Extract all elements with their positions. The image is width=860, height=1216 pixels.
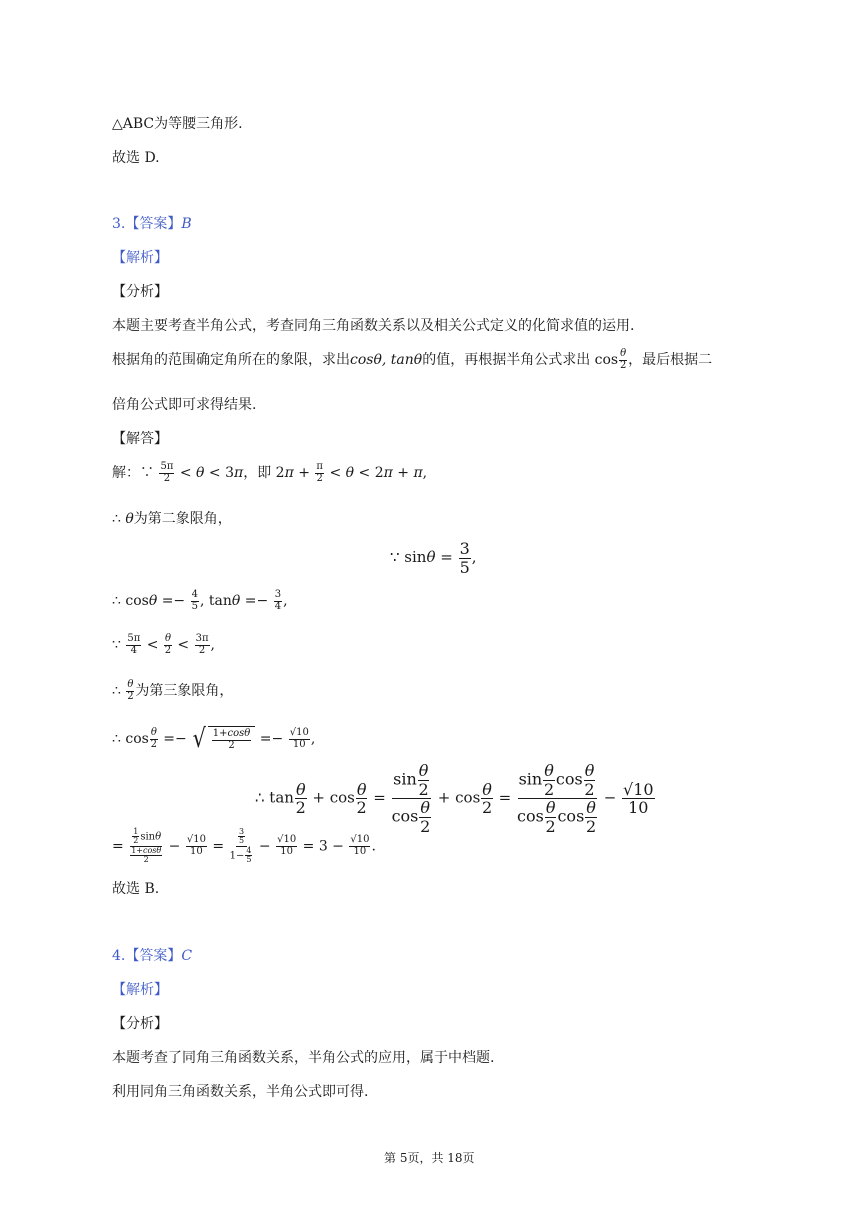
math-cos-tan-theta: cosθ, tanθ (350, 352, 423, 368)
q4-paragraph-1: 本题考查了同角三角函数关系，半角公式的应用，属于中档题. (112, 1050, 495, 1066)
frac-5pi-2: $\frac{5\pi}{2}$ (160, 461, 174, 484)
half-quadrant-text: 为第三象限角， (135, 683, 234, 699)
frac-3pi-2: $\frac{3\pi}{2}$ (195, 633, 209, 656)
q3-number: 3. (112, 216, 126, 232)
math-half-range: ∵ $\frac{5\pi}{4}$ < $\frac{\theta}{2}$ < $\frac{3\pi}{2}$ , (112, 633, 215, 656)
math-cos-half: ∴ cos $\frac{\theta}{2}$ =− √ $\frac{1+\cos\theta}{2}$ =− $\frac{√10}{10}$ , (112, 724, 316, 754)
math-sin-theta: ∵ sinθ = $\frac{3}{5}$ , (390, 539, 477, 577)
frac-4-5-tiny: $\frac{4}{5}$ (246, 845, 252, 865)
math-final-result: = $\frac{1}{2}$ sinθ $\frac{1+\cos\theta}{2}$ − $\frac{√10}{10}$ = $\frac{3}{5}$ 1− $\frac{4}{5}$ − $\frac{√10}{10}$ = 3 − $\frac{√10}{10}$ . (112, 827, 376, 865)
frac-1pluscos-2b: $\frac{1+\cos\theta}{2}$ (131, 845, 162, 865)
frac-sqrt10-10-b: $\frac{√10}{10}$ (186, 834, 206, 857)
q4-paragraph-2: 利用同角三角函数关系，半角公式即可得. (112, 1084, 369, 1100)
frac-1-2: $\frac{1}{2}$ (133, 827, 139, 846)
q3-paragraph-3: 倍角公式即可求得结果. (112, 397, 257, 413)
math-theta-quadrant: ∴ θ为第二象限角， (112, 511, 232, 527)
math-theta-over-2: $\frac{\theta}{2}$ (619, 348, 627, 371)
frac-5pi-4: $\frac{5\pi}{4}$ (127, 633, 141, 656)
frac-inner-5: $\frac{\theta}{2}$ (545, 798, 556, 836)
q3-paragraph-1: 本题主要考查半角公式，考查同角三角函数关系以及相关公式定义的化简求值的运用. (112, 318, 635, 334)
frac-3-5-tiny: $\frac{3}{5}$ (238, 827, 245, 846)
q3-answer-header (112, 213, 192, 233)
math-cos-tan-values: ∴ cosθ =− $\frac{4}{5}$ , tanθ =− $\frac{3}{4}$ , (112, 589, 288, 612)
frac-half-sin-over: $\frac{1}{2}$ sinθ $\frac{1+\cos\theta}{2}$ (131, 827, 162, 865)
q4-answer-tag: 【答案】 (125, 948, 182, 964)
frac-3-5: $\frac{3}{5}$ (459, 539, 470, 577)
frac-sqrt10-10-d: $\frac{√10}{10}$ (350, 834, 370, 857)
frac-3-4: $\frac{3}{4}$ (274, 589, 282, 612)
frac-inner-1: $\frac{\theta}{2}$ (418, 761, 429, 799)
frac-1pluscos-2: $\frac{1+\cos\theta}{2}$ (212, 728, 251, 751)
math-tan-plus-cos: ∴ tan $\frac{\theta}{2}$ + cos $\frac{\theta}{2}$ = sin $\frac{\theta}{2}$ cos $\frac{\theta}{2}$ + cos $\frac{\theta}{2}$ = sin $\frac{\theta}{2}$ cos $\frac{\theta}{2}$ cos $\frac{\theta}{2}$ cos $\frac{\theta}{2}$ − $\frac{√10}{10}$ (255, 761, 654, 836)
frac-sqrt10-10-c: $\frac{√10}{10}$ (277, 834, 297, 857)
text-choose-b: 故选 B. (112, 881, 160, 897)
frac-theta-2c: $\frac{\theta}{2}$ (150, 727, 158, 750)
theta-quadrant-text: 为第二象限角， (133, 511, 232, 527)
q3-p2-part-c: ，最后根据二 (628, 352, 713, 368)
q3-fenxi-heading: 【分析】 (112, 284, 168, 300)
text-triangle-isosceles: △ABC为等腰三角形. (112, 116, 243, 132)
q3-paragraph-2: 根据角的范围确定角所在的象限，求出cosθ, tanθ的值，再根据半角公式求出 cos $\frac{\theta}{2}$ ，最后根据二 (112, 348, 713, 371)
q3-answer-letter: B (181, 216, 192, 232)
q3-p2-part-b: 的值，再根据半角公式求出 (422, 352, 591, 368)
q3-answer-tag: 【答案】 (125, 216, 182, 232)
q4-answer-letter: C (181, 948, 193, 964)
q3-p2-part-a: 根据角的范围确定角所在的象限，求出 (112, 352, 350, 368)
frac-inner-2: $\frac{\theta}{2}$ (420, 798, 431, 836)
frac-theta-2-big3: $\frac{\theta}{2}$ (481, 779, 493, 818)
q4-answer-header (112, 945, 192, 965)
frac-sincos-over-coscos: sin $\frac{\theta}{2}$ cos $\frac{\theta}{2}$ cos $\frac{\theta}{2}$ cos $\frac{\theta}{2}$ (517, 761, 597, 836)
frac-theta-2-big1: $\frac{\theta}{2}$ (295, 779, 306, 818)
frac-3-5-over: $\frac{3}{5}$ 1− $\frac{4}{5}$ (229, 827, 252, 865)
frac-inner-4: $\frac{\theta}{2}$ (584, 761, 595, 799)
frac-theta-2-big2: $\frac{\theta}{2}$ (356, 779, 367, 818)
frac-inner-3: $\frac{\theta}{2}$ (543, 761, 555, 799)
frac-sqrt10-10: $\frac{√10}{10}$ (289, 727, 309, 750)
frac-sqrt10-10-big: $\frac{√10}{10}$ (623, 779, 654, 818)
frac-sin-over-cos: sin $\frac{\theta}{2}$ cos $\frac{\theta}{2}$ (391, 761, 431, 836)
solve-prefix: 解： (112, 465, 140, 481)
math-solve-range: 解：∵ $\frac{5\pi}{2}$ < θ < 3π，即 2π + $\frac{\pi}{2}$ < θ < 2π + π, (112, 461, 428, 484)
solve-mid: ，即 (243, 465, 272, 481)
q4-jiexi-heading: 【解析】 (112, 982, 168, 998)
math-half-quadrant: ∴ $\frac{\theta}{2}$ 为第三象限角， (112, 679, 234, 702)
frac-pi-2: $\frac{\pi}{2}$ (316, 461, 323, 484)
frac-4-5: $\frac{4}{5}$ (191, 589, 198, 612)
q4-fenxi-heading: 【分析】 (112, 1016, 168, 1032)
q3-jiexi-heading: 【解析】 (112, 250, 168, 266)
text-choose-d: 故选 D. (112, 150, 160, 166)
q3-jieda-heading: 【解答】 (112, 431, 168, 447)
q4-number: 4. (112, 948, 126, 964)
page-footer: 第 5页，共 18页 (384, 1151, 475, 1165)
frac-theta-2b: $\frac{\theta}{2}$ (127, 679, 134, 702)
frac-inner-6: $\frac{\theta}{2}$ (586, 798, 597, 836)
frac-theta-2: $\frac{\theta}{2}$ (164, 633, 172, 656)
sqrt-expression: √ $\frac{1+\cos\theta}{2}$ (191, 726, 255, 752)
